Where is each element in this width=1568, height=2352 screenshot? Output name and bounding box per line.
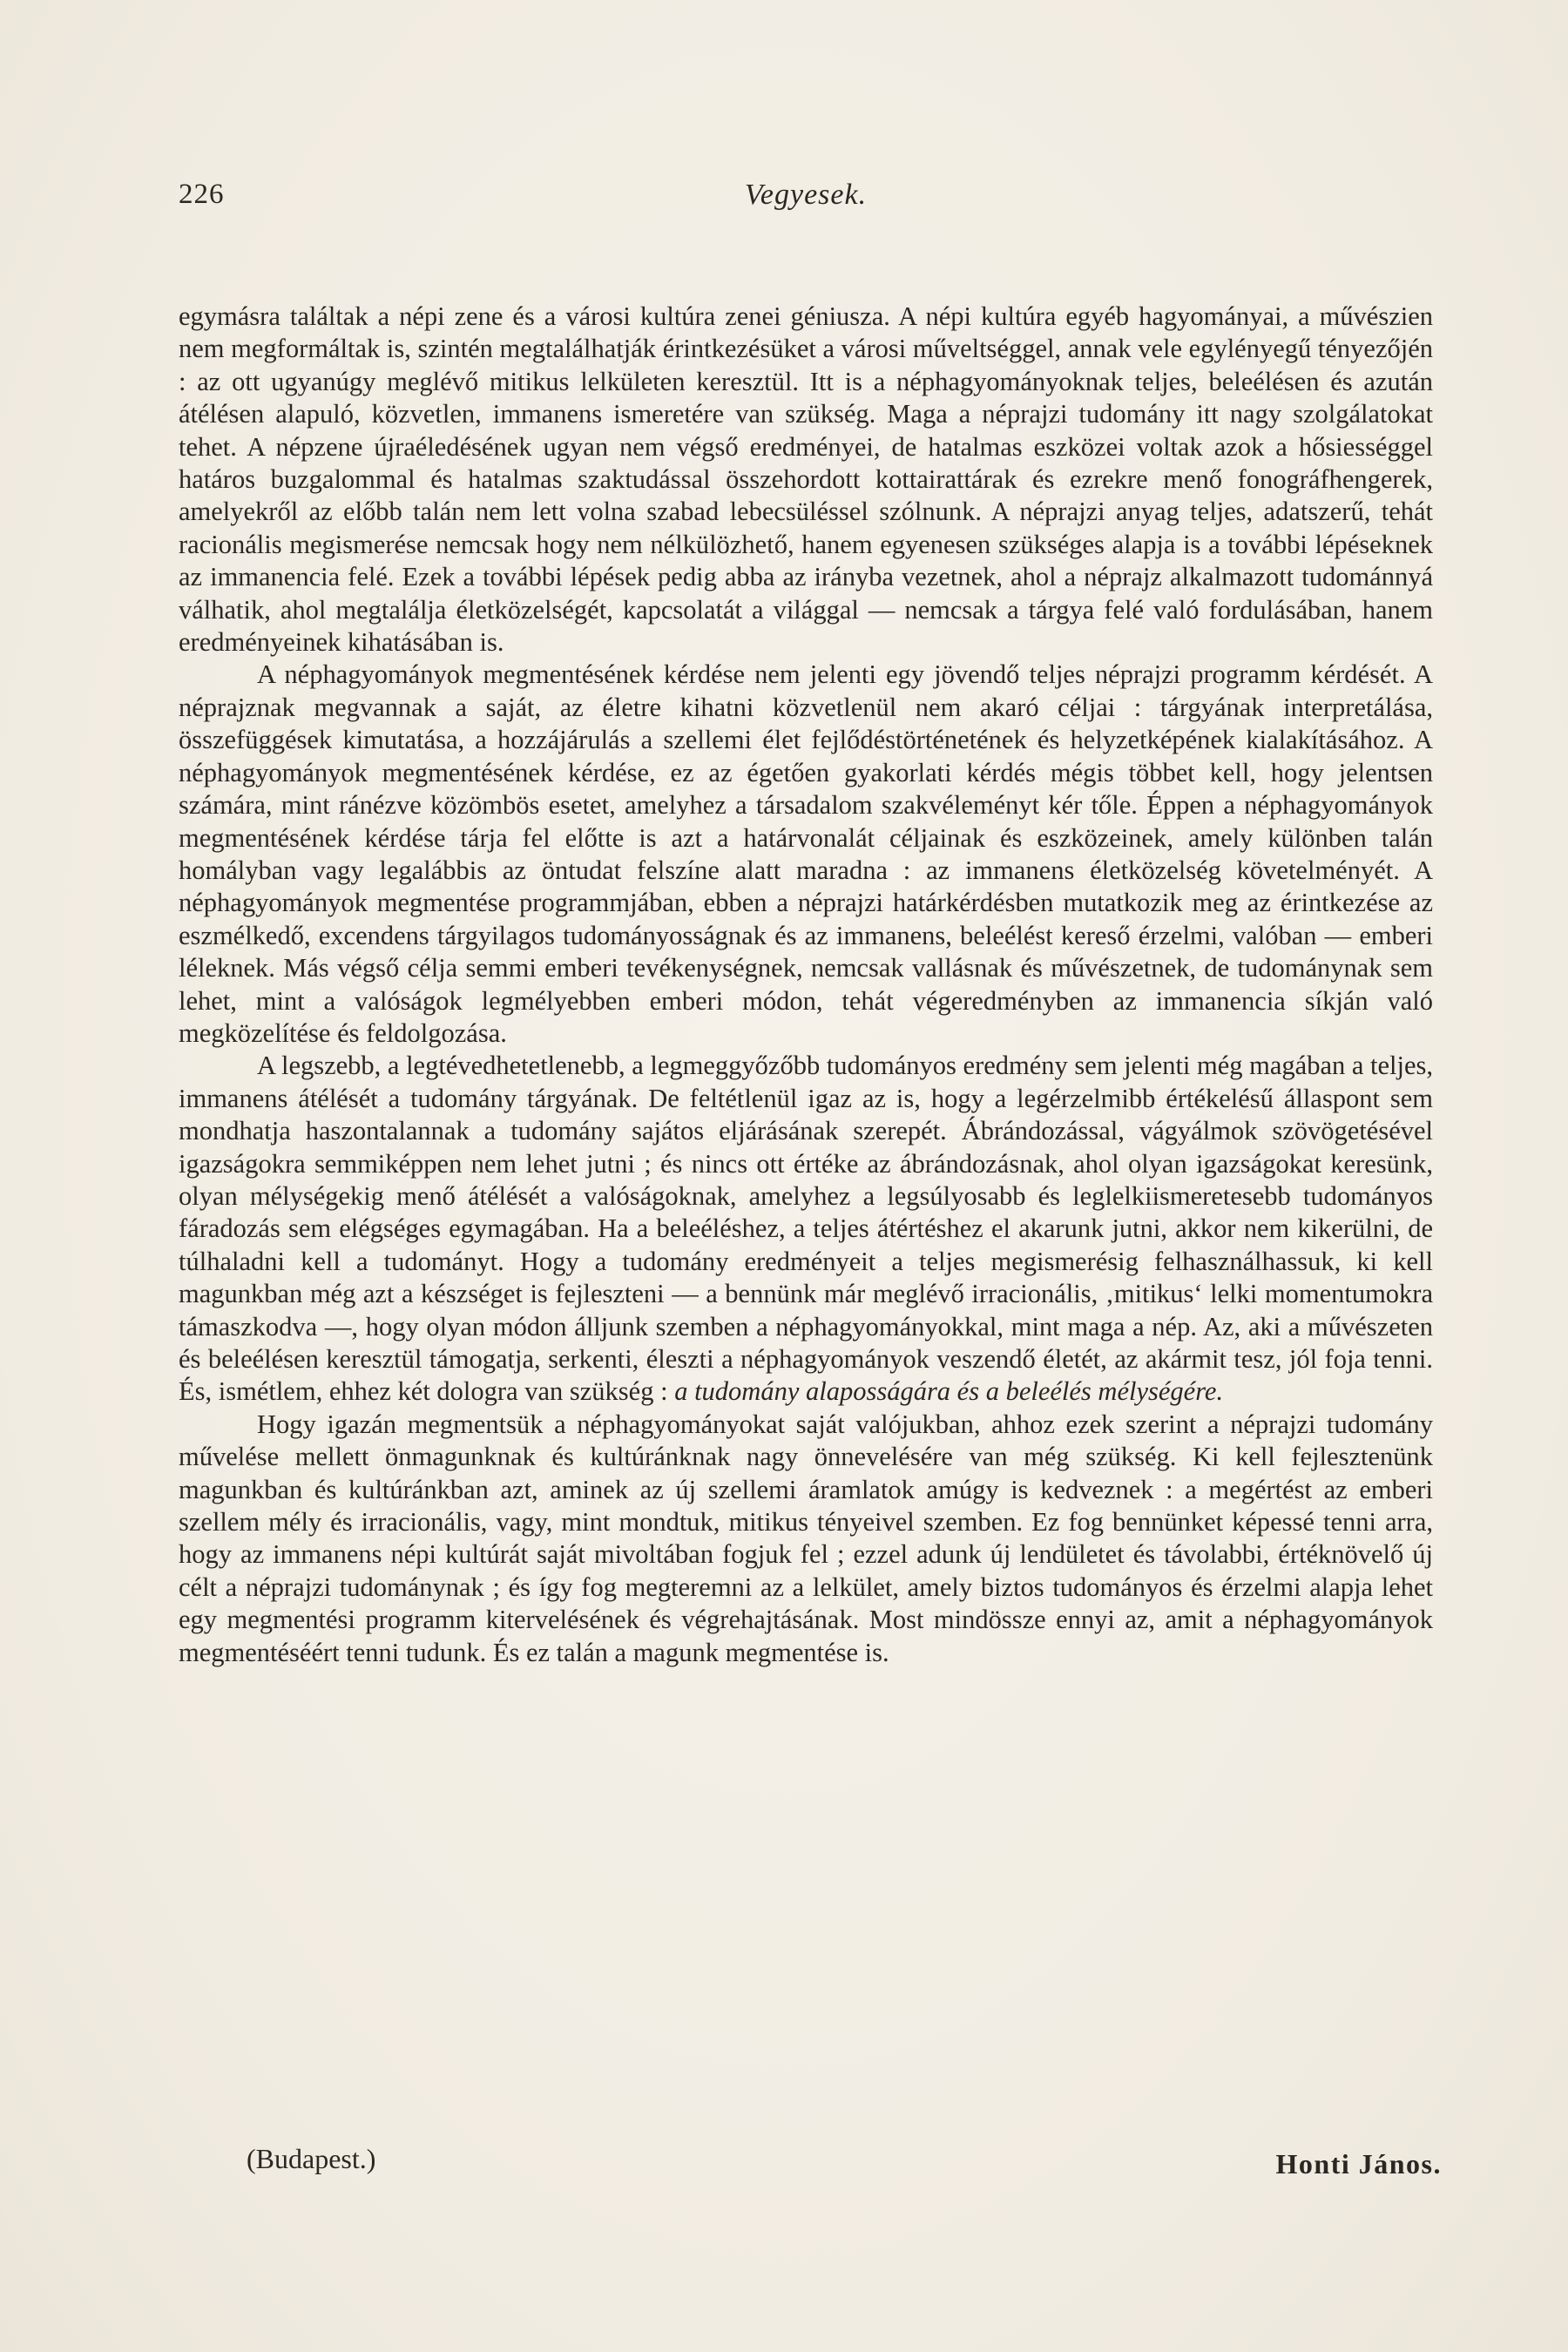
page-header — [179, 179, 1433, 222]
author-name: Honti János. — [1275, 2148, 1442, 2180]
article-body — [179, 301, 1433, 1669]
paragraph-2: A néphagyományok megmentésének kérdése nem jelenti egy jövendő teljes néprajzi programm kérdését. A néprajznak megvannak a saját, az életre kihatni közvetlenül nem akaró céljai : tárgyának interpretálása, összefüggések kimutatása, a hozzájárulás a szellemi élet fejlődéstörténetének és helyzetképének kialakításához. A néphagyományok megmentésének kérdése, ez az égetően gyakorlati kérdés mégis többet kell, hogy jelentsen számára, mint ránézve közömbös esetet, amelyhez a társadalom szakvéleményt kér tőle. Éppen a néphagyományok megmentésének kérdése tárja fel előtte is azt a határvonalát céljainak és eszközeinek, amely különben talán homályban vagy legalábbis az öntudat felszíne alatt maradna : az immanens életközelség követelményét. A néphagyományok megmentése programmjában, ebben a néprajzi határkérdésben mutatkozik meg az érintkezése az eszmélkedő, excendens tárgyilagos tudományosságnak és az immanens, beleélést kereső érzelmi, valóban — emberi léleknek. Más végső célja semmi emberi tevékenységnek, nemcsak vallásnak és művészetnek, de tudománynak sem lehet, mint a valóságok legmélyebben emberi módon, tehát végeredményben az immanencia síkján való megközelítése és feldolgozása. — [179, 659, 1433, 1048]
page-number: 226 — [179, 179, 225, 210]
running-title: Vegyesek. — [744, 179, 868, 211]
paragraph-3 — [179, 1050, 1433, 1408]
place-of-writing: (Budapest.) — [247, 2143, 376, 2174]
paragraph-1: egymásra találtak a népi zene és a városi kultúra zenei géniusza. A népi kultúra egyéb hagyományai, a művészien nem megformáltak is, szintén megtalálhatják érintkezésüket a városi műveltséggel, annak vele egylényegű tényezőjén : az ott ugyanúgy meglévő mitikus lelkületen keresztül. Itt is a néphagyományoknak teljes, beleélésen és azután átélésen alapuló, közvetlen, immanens ismeretére van szükség. Maga a néprajzi tudomány itt nagy szolgálatokat tehet. A népzene újraéledésének ugyan nem végső eredményei, de hatalmas eszközei voltak azok a hősiességgel határos buzgalommal és hatalmas szaktudással összehordott kottairattárak és ezrekre menő fonográfhengerek, amelyekről az előbb talán nem lett volna szabad lebecsüléssel szólnunk. A néprajzi anyag teljes, adatszerű, tehát racionális megismerése nemcsak hogy nem nélkülözhető, hanem egyenesen szükséges alapja is a további lépéseknek az immanencia felé. Ezek a további lépések pedig abba az irányba vezetnek, ahol a néprajz alkalmazott tudománnyá válhatik, ahol megtalálja életközelségét, kapcsolatát a világgal — nemcsak a tárgya felé való fordulásában, hanem eredményeinek kihatásában is. — [179, 301, 1433, 658]
paragraph-3-text: A legszebb, a legtévedhetetlenebb, a legmeggyőzőbb tudományos eredmény sem jelenti még magában a teljes, immanens átélését a tudomány tárgyának. De feltétlenül igaz az is, hogy a legérzelmibb értékelésű állaspont sem mondhatja haszontalannak a tudomány sajátos eljárásának szerepét. Ábrándozással, vágyálmok szövögetésével igazságokra semmiképpen nem lehet jutni ; és nincs ott értéke az ábrándozásnak, ahol olyan igazságokat keresünk, olyan mélységekig menő átélését a valóságoknak, amelyhez a legsúlyosabb és leglelkiismeretesebb tudományos fáradozás sem elégséges egymagában. Ha a beleéléshez, a teljes átértéshez el akarunk jutni, akkor nem kikerülni, de túlhaladni kell a tudományt. Hogy a tudomány eredményeit a teljes megismerésig felhasználhassuk, ki kell magunkban még azt a készséget is fejleszteni — a bennünk már meglévő irracionális, ‚mitikus‘ lelki momentumokra támaszkodva —, hogy olyan módon álljunk szemben a néphagyományokkal, mint maga a nép. Az, aki a művészeten és beleélésen keresztül támogatja, serkenti, éleszti a néphagyományok veszendő életét, az akármit tesz, jól foja tenni. És, ismétlem, ehhez két dologra van szükség : — [179, 1051, 1434, 1407]
paragraph-3-emphasis: a tudomány alaposságára és a beleélés mélységére. — [674, 1376, 1224, 1407]
paragraph-4: Hogy igazán megmentsük a néphagyományokat saját valójukban, ahhoz ezek szerint a néprajzi tudomány művelése mellett önmagunknak és kultúránknak nagy önnevelésére van még szükség. Ki kell fejlesztenünk magunkban és kultúránkban azt, aminek az új szellemi áramlatok amúgy is kedveznek : a megértést az emberi szellem mély és irracionális, vagy, mint mondtuk, mitikus tényeivel szemben. Ez fog bennünket képessé tenni arra, hogy az immanens népi kultúrát saját mivoltában fogjuk fel ; ezzel adunk új lendületet és távolabbi, értéknövelő új célt a néprajzi tudománynak ; és így fog megteremni az a lelkület, amely biztos tudományos és érzelmi alapja lehet egy megmentési programm kitervelésének és végrehajtásának. Most mindössze ennyi az, amit a néphagyományok megmentéséért tenni tudunk. És ez talán a magunk megmentése is. — [179, 1409, 1433, 1667]
signature-line — [179, 2143, 1442, 2186]
